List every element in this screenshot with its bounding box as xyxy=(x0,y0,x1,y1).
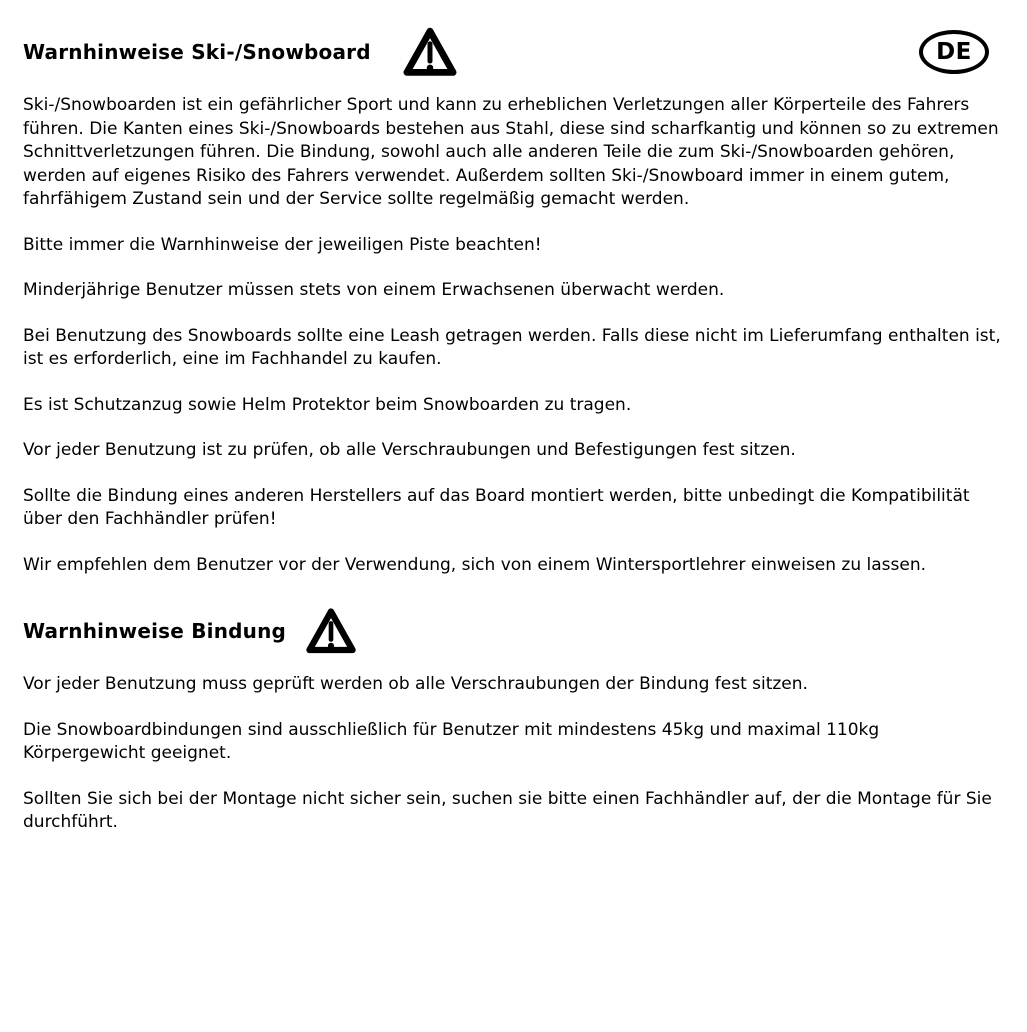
section-bindung-header xyxy=(23,605,1001,657)
section-bindung-body xyxy=(23,673,1001,835)
paragraph-mounting-dealer: Sollten Sie sich bei der Montage nicht sicher sein, suchen sie bitte einen Fachhändler auf, der die Montage für Sie durchführt. xyxy=(23,788,992,832)
warning-triangle-icon xyxy=(401,24,459,80)
section-ski-snowboard-title: Warnhinweise Ski-/Snowboard xyxy=(23,40,371,64)
paragraph-weight-limits: Die Snowboardbindungen sind ausschließlich für Benutzer mit mindestens 45kg und maximal 110kg Körpergewicht geeignet. xyxy=(23,719,880,763)
section-ski-snowboard-header xyxy=(23,24,1001,80)
language-badge-label: DE xyxy=(936,39,972,65)
paragraph-protective-gear: Es ist Schutzanzug sowie Helm Protektor beim Snowboarden zu tragen. xyxy=(23,394,632,415)
paragraph-check-screws: Vor jeder Benutzung ist zu prüfen, ob alle Verschraubungen und Befestigungen fest sitzen. xyxy=(23,440,796,460)
paragraph-binding-compatibility: Sollte die Bindung eines anderen Herstellers auf das Board montiert werden, bitte unbedingt die Kompatibilität über den Fachhändler prüfen! xyxy=(23,485,970,529)
paragraph-binding-check: Vor jeder Benutzung muss geprüft werden ob alle Verschraubungen der Bindung fest sitzen. xyxy=(23,674,808,694)
section-bindung-title: Warnhinweise Bindung xyxy=(23,619,287,643)
section-ski-snowboard-body xyxy=(23,94,1001,577)
paragraph-danger-notice: Ski-/Snowboarden ist ein gefährlicher Sport und kann zu erheblichen Verletzungen aller Körperteile des Fahrers führen. Die Kanten eines Ski-/Snowboards bestehen aus Stahl, diese sind scharfkantig und können so zu extremen Schnittverletzungen führen. Die Bindung, sowohl auch alle anderen Teile die zum Ski-/Snowboarden gehören, werden auf eigenes Risiko des Fahrers verwendet. Außerdem sollten Ski-/Snowboard immer in einem gutem, fahrfähigem Zustand sein und der Service sollte regelmäßig gemacht werden. xyxy=(23,95,999,209)
paragraph-minors-supervision: Minderjährige Benutzer müssen stets von einem Erwachsenen überwacht werden. xyxy=(23,280,725,300)
language-badge xyxy=(919,30,989,74)
paragraph-leash: Bei Benutzung des Snowboards sollte eine Leash getragen werden. Falls diese nicht im Lieferumfang enthalten ist, ist es erforderlich, eine im Fachhandel zu kaufen. xyxy=(23,325,1001,369)
paragraph-piste-warnings: Bitte immer die Warnhinweise der jeweiligen Piste beachten! xyxy=(23,234,542,255)
paragraph-instructor-recommendation: Wir empfehlen dem Benutzer vor der Verwendung, sich von einem Wintersportlehrer einweisen zu lassen. xyxy=(23,554,927,575)
warning-triangle-icon xyxy=(304,605,358,657)
